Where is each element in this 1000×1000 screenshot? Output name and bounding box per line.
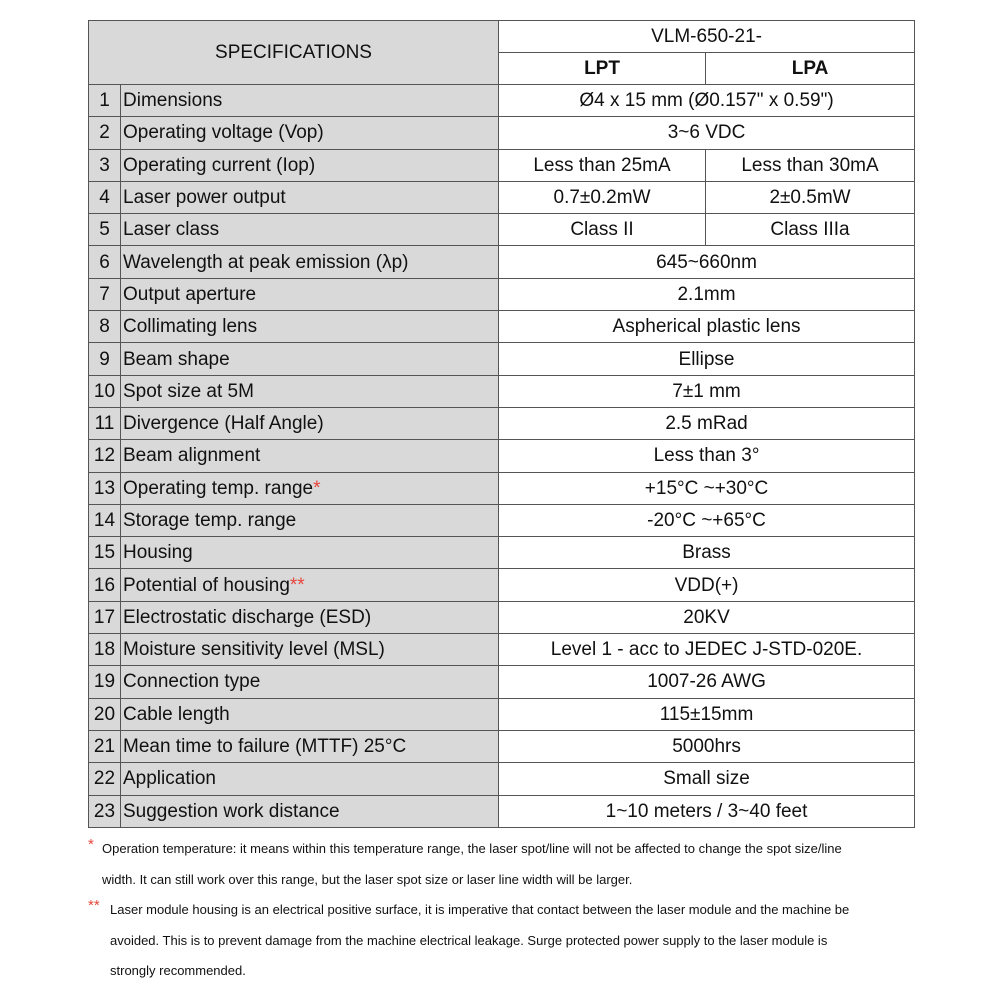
parameter-label: Operating voltage (Vop) [123, 122, 324, 144]
parameter-name [121, 375, 499, 407]
table-row [89, 311, 915, 343]
table-row [89, 730, 915, 762]
parameter-label: Mean time to failure (MTTF) 25°C [123, 736, 407, 758]
parameter-name [121, 763, 499, 795]
spec-value-lpa: 2±0.5mW [706, 181, 915, 213]
spec-value: 1007-26 AWG [499, 666, 915, 698]
parameter-label: Dimensions [123, 90, 223, 112]
spec-value: 645~660nm [499, 246, 915, 278]
footnote-line: width. It can still work over this range, but the laser spot size or laser line width will be larger. [102, 871, 633, 887]
table-row [89, 149, 915, 181]
row-number: 13 [89, 472, 121, 504]
spec-table [88, 20, 915, 828]
parameter-name [121, 343, 499, 375]
spec-value: 115±15mm [499, 698, 915, 730]
parameter-name [121, 181, 499, 213]
spec-value: Aspherical plastic lens [499, 311, 915, 343]
table-row [89, 472, 915, 504]
spec-value: Small size [499, 763, 915, 795]
table-row [89, 278, 915, 310]
table-row [89, 85, 915, 117]
spec-value-lpa: Less than 30mA [706, 149, 915, 181]
parameter-name [121, 311, 499, 343]
row-number: 12 [89, 440, 121, 472]
parameter-label: Housing [123, 542, 193, 564]
parameter-name [121, 537, 499, 569]
table-row [89, 537, 915, 569]
parameter-name [121, 698, 499, 730]
parameter-name [121, 149, 499, 181]
parameter-label: Cable length [123, 703, 230, 725]
table-row [89, 246, 915, 278]
table-row [89, 343, 915, 375]
footnotes [88, 834, 948, 987]
footnote-line: Laser module housing is an electrical positive surface, it is imperative that contact between the laser module and the machine be [110, 902, 850, 917]
variant-lpa: LPA [706, 53, 915, 85]
parameter-name [121, 407, 499, 439]
parameter-label: Moisture sensitivity level (MSL) [123, 639, 385, 661]
table-row [89, 666, 915, 698]
parameter-name [121, 214, 499, 246]
spec-value: 2.1mm [499, 278, 915, 310]
parameter-label: Electrostatic discharge (ESD) [123, 606, 372, 628]
spec-value: 20KV [499, 601, 915, 633]
parameter-label: Storage temp. range [123, 510, 297, 531]
spec-value: Ø4 x 15 mm (Ø0.157" x 0.59") [499, 85, 915, 117]
footnote-line: avoided. This is to prevent damage from the machine electrical leakage. Surge protected power supply to the laser module is [110, 932, 828, 948]
parameter-label: Potential of housing [123, 574, 290, 596]
parameter-label: Operating temp. range [123, 477, 314, 499]
row-number: 6 [89, 246, 121, 278]
footnote-line: Operation temperature: it means within this temperature range, the laser spot/line will not be affected to change the spot size/line [102, 841, 842, 856]
row-number: 8 [89, 311, 121, 343]
parameter-label: Beam shape [123, 348, 230, 370]
parameter-name [121, 85, 499, 117]
spec-value: Ellipse [499, 343, 915, 375]
parameter-label: Output aperture [123, 283, 257, 305]
spec-value: VDD(+) [499, 569, 915, 601]
specifications-title: SPECIFICATIONS [89, 21, 499, 85]
spec-value: 3~6 VDC [499, 117, 915, 149]
parameter-label: Connection type [123, 671, 261, 693]
parameter-name [121, 246, 499, 278]
spec-value: 5000hrs [499, 730, 915, 762]
parameter-label: Laser class [123, 219, 220, 241]
parameter-name [121, 278, 499, 310]
variant-lpt: LPT [499, 53, 706, 85]
parameter-name [121, 472, 499, 504]
row-number: 3 [89, 149, 121, 181]
row-number: 11 [89, 407, 121, 439]
row-number: 7 [89, 278, 121, 310]
spec-value: Less than 3° [499, 440, 915, 472]
parameter-label: Application [123, 768, 216, 790]
spec-value: -20°C ~+65°C [499, 504, 915, 536]
table-row [89, 440, 915, 472]
parameter-name [121, 117, 499, 149]
table-row [89, 601, 915, 633]
spec-value-lpt: 0.7±0.2mW [499, 181, 706, 213]
spec-value: Level 1 - acc to JEDEC J-STD-020E. [499, 634, 915, 666]
row-number: 10 [89, 375, 121, 407]
row-number: 18 [89, 634, 121, 666]
table-row [89, 181, 915, 213]
parameter-name [121, 634, 499, 666]
row-number: 23 [89, 795, 121, 827]
table-row [89, 214, 915, 246]
spec-value-lpt: Class II [499, 214, 706, 246]
table-row [89, 698, 915, 730]
parameter-label: Divergence (Half Angle) [123, 413, 324, 435]
footnote-reference: ** [289, 574, 305, 596]
spec-value: 7±1 mm [499, 375, 915, 407]
row-number: 14 [89, 504, 121, 536]
row-number: 22 [89, 763, 121, 795]
footnote-line: strongly recommended. [110, 963, 246, 978]
spec-value: +15°C ~+30°C [499, 472, 915, 504]
row-number: 17 [89, 601, 121, 633]
row-number: 20 [89, 698, 121, 730]
parameter-name [121, 440, 499, 472]
spec-value: 1~10 meters / 3~40 feet [499, 795, 915, 827]
parameter-name [121, 601, 499, 633]
parameter-label: Operating current (Iop) [123, 154, 316, 176]
header-row-1 [89, 21, 915, 53]
parameter-name [121, 730, 499, 762]
row-number: 16 [89, 569, 121, 601]
spec-value: Brass [499, 537, 915, 569]
table-row [89, 117, 915, 149]
footnote-operating-temp [88, 834, 948, 895]
parameter-name [121, 504, 499, 536]
row-number: 9 [89, 343, 121, 375]
spec-value: 2.5 mRad [499, 407, 915, 439]
footnote-mark: ** [88, 897, 100, 914]
model-number: VLM-650-21- [499, 21, 915, 53]
parameter-label: Laser power output [123, 187, 286, 209]
row-number: 5 [89, 214, 121, 246]
parameter-label: Suggestion work distance [123, 800, 340, 822]
table-row [89, 569, 915, 601]
parameter-label: Beam alignment [123, 445, 261, 467]
row-number: 2 [89, 117, 121, 149]
row-number: 19 [89, 666, 121, 698]
table-row [89, 763, 915, 795]
spec-value-lpa: Class IIIa [706, 214, 915, 246]
row-number: 21 [89, 730, 121, 762]
row-number: 1 [89, 85, 121, 117]
spec-value-lpt: Less than 25mA [499, 149, 706, 181]
table-row [89, 634, 915, 666]
parameter-label: Spot size at 5M [123, 380, 254, 402]
parameter-label: Wavelength at peak emission (λp) [123, 251, 409, 273]
table-row [89, 504, 915, 536]
footnote-mark: * [88, 836, 94, 853]
table-row [89, 795, 915, 827]
footnote-housing [88, 895, 948, 987]
footnote-reference: * [313, 477, 321, 499]
row-number: 15 [89, 537, 121, 569]
parameter-name [121, 666, 499, 698]
parameter-name [121, 569, 499, 601]
row-number: 4 [89, 181, 121, 213]
parameter-label: Collimating lens [123, 316, 258, 338]
table-row [89, 375, 915, 407]
parameter-name [121, 795, 499, 827]
table-row [89, 407, 915, 439]
